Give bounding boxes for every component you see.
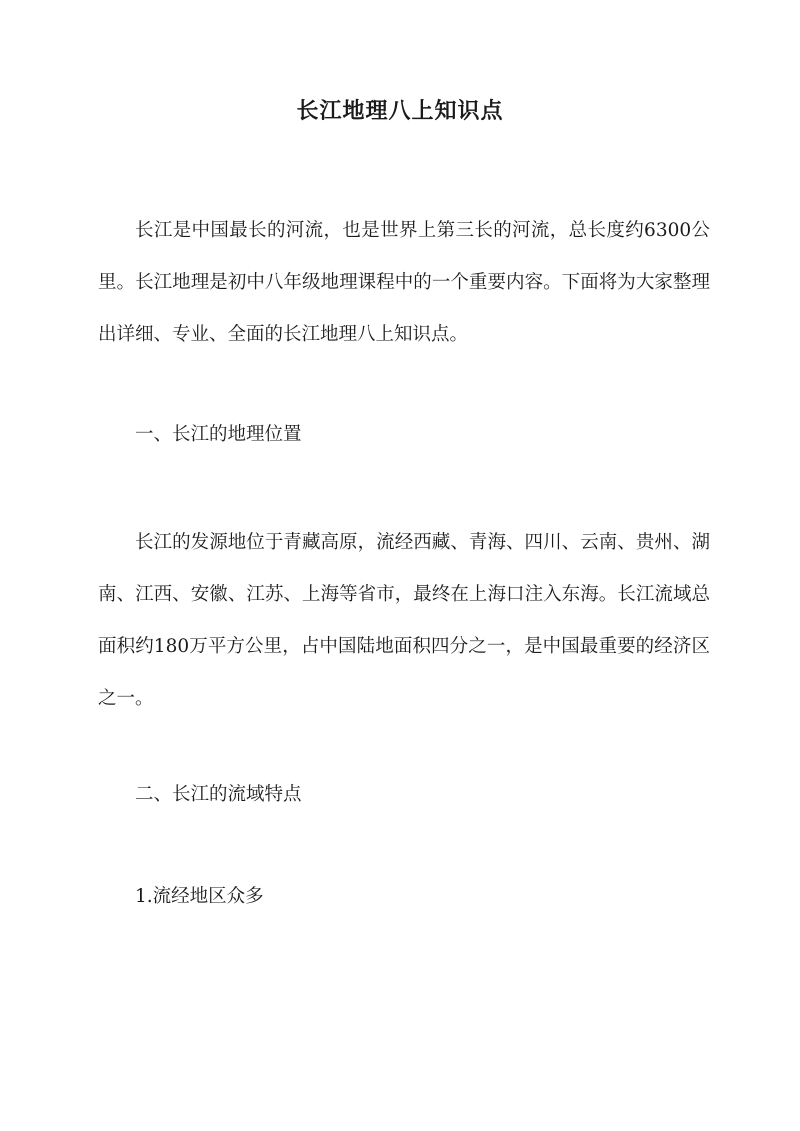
section-heading-basin: 二、长江的流域特点: [135, 784, 302, 805]
subheading-many-regions: 1.流经地区众多: [135, 886, 264, 907]
document-title: 长江地理八上知识点: [296, 98, 504, 124]
intro-paragraph: 长江是中国最长的河流，也是世界上第三长的河流，总长度约6300公里。长江地理是初中八年级地理课程中的一个重要内容。下面将为大家整理出详细、专业、全面的长江地理八上知识点。: [98, 220, 710, 345]
section-heading-location: 一、长江的地理位置: [135, 424, 302, 445]
location-paragraph: 长江的发源地位于青藏高原，流经西藏、青海、四川、云南、贵州、湖南、江西、安徽、江苏、上海等省市，最终在上海口注入东海。长江流域总面积约180万平方公里，占中国陆地面积四分之一，是中国最重要的经济区之一。: [98, 532, 710, 709]
